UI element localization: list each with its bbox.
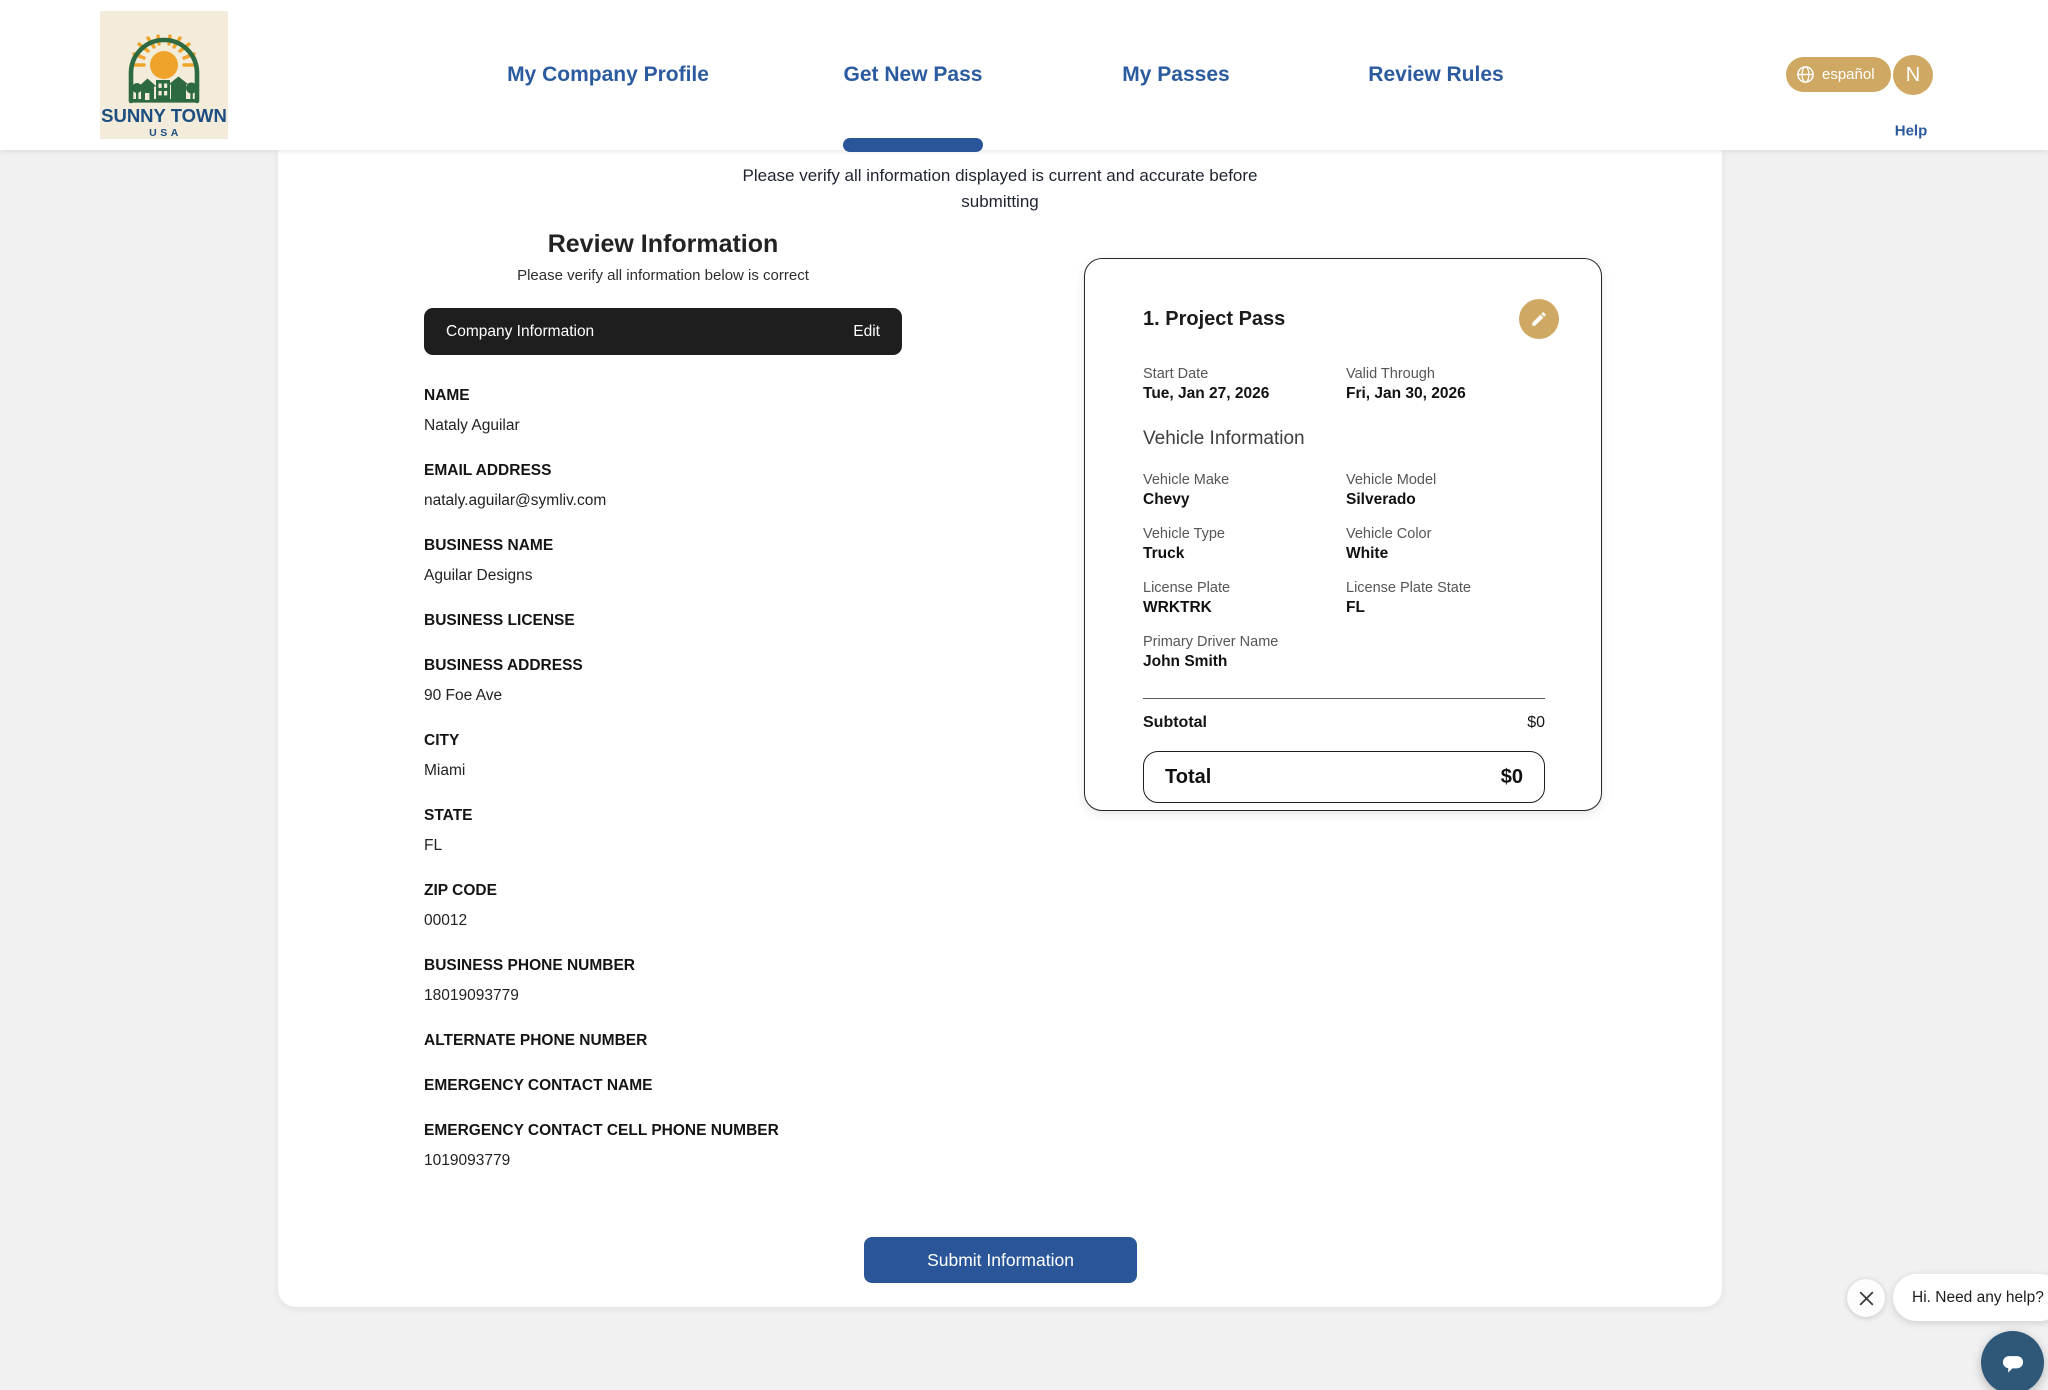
nav-get-new-pass[interactable]: Get New Pass — [843, 63, 983, 86]
total-amount: $0 — [1500, 765, 1523, 788]
subtotal-row: Subtotal $0 — [1143, 714, 1545, 731]
help-link[interactable]: Help — [1894, 122, 1928, 140]
logo-title: SUNNY TOWN — [101, 105, 227, 126]
project-pass-card — [1084, 258, 1602, 811]
start-date: Start Date Tue, Jan 27, 2026 — [1143, 366, 1270, 402]
pencil-icon — [1530, 310, 1548, 328]
license-plate-state: License Plate State FL — [1346, 580, 1471, 616]
page-title: Review Information — [547, 230, 779, 258]
avatar-initial: N — [1905, 63, 1921, 86]
edit-company-info-button[interactable]: Edit — [853, 322, 880, 340]
sunny-town-logo[interactable] — [100, 11, 228, 139]
chat-launcher-button[interactable] — [1981, 1331, 2044, 1390]
pass-divider — [1143, 698, 1545, 699]
nav-my-company-profile[interactable]: My Company Profile — [507, 63, 709, 86]
top-navigation-bar — [0, 0, 2048, 150]
globe-icon — [1796, 65, 1815, 84]
vehicle-fields — [1143, 471, 1545, 671]
field-city: CITY Miami — [424, 732, 466, 779]
field-emergency-contact-phone: EMERGENCY CONTACT CELL PHONE NUMBER 1019093779 — [424, 1122, 779, 1169]
review-page-card — [278, 150, 1722, 1307]
vehicle-make: Vehicle Make Chevy — [1143, 472, 1230, 508]
total-box: Total $0 — [1143, 751, 1545, 803]
field-business-license: BUSINESS LICENSE — [424, 612, 575, 629]
chat-greeting-text: Hi. Need any help? — [1912, 1288, 2044, 1306]
primary-driver-name: Primary Driver Name John Smith — [1143, 634, 1279, 670]
chat-greeting-bubble[interactable] — [1893, 1274, 2048, 1321]
valid-through: Valid Through Fri, Jan 30, 2026 — [1346, 366, 1466, 402]
field-business-phone: BUSINESS PHONE NUMBER 18019093779 — [424, 957, 635, 1004]
section-title: Company Information — [446, 322, 595, 340]
language-label: español — [1822, 66, 1875, 83]
nav-my-passes[interactable]: My Passes — [1122, 63, 1230, 86]
page-subtitle: Please verify all information below is correct — [517, 267, 809, 284]
language-toggle-button[interactable] — [1786, 57, 1891, 92]
field-emergency-contact-name: EMERGENCY CONTACT NAME — [424, 1077, 653, 1094]
company-fields-list — [424, 385, 902, 1172]
license-plate: License Plate WRKTRK — [1143, 580, 1231, 616]
company-review-column — [424, 230, 902, 1195]
edit-pass-button[interactable] — [1519, 299, 1559, 339]
vehicle-color: Vehicle Color White — [1346, 526, 1432, 562]
field-email-address: EMAIL ADDRESS nataly.aguilar@symliv.com — [424, 462, 607, 509]
company-information-header — [424, 308, 902, 355]
active-tab-indicator — [843, 138, 983, 152]
field-zip-code: ZIP CODE 00012 — [424, 882, 497, 929]
submit-information-button[interactable]: Submit Information — [864, 1237, 1137, 1283]
subtotal-amount: $0 — [1527, 714, 1545, 731]
field-state: STATE FL — [424, 807, 473, 854]
field-alternate-phone: ALTERNATE PHONE NUMBER — [424, 1032, 648, 1049]
pass-title: 1. Project Pass — [1143, 307, 1286, 330]
user-avatar[interactable] — [1893, 55, 1933, 95]
logo-subtitle: USA — [149, 127, 182, 139]
close-icon — [1858, 1290, 1875, 1307]
field-name: NAME Nataly Aguilar — [424, 387, 520, 434]
vehicle-type: Vehicle Type Truck — [1143, 526, 1225, 562]
vehicle-model: Vehicle Model Silverado — [1346, 472, 1437, 508]
verify-notice: Please verify all information displayed is current and accurate before submitting — [742, 166, 1258, 211]
field-business-name: BUSINESS NAME Aguilar Designs — [424, 537, 554, 584]
pass-dates — [1143, 365, 1545, 403]
nav-review-rules[interactable]: Review Rules — [1368, 63, 1504, 86]
chat-dismiss-button[interactable] — [1847, 1279, 1885, 1317]
chat-bubble-icon — [1996, 1346, 2030, 1380]
vehicle-information-title: Vehicle Information — [1143, 428, 1305, 449]
field-business-address: BUSINESS ADDRESS 90 Foe Ave — [424, 657, 583, 704]
